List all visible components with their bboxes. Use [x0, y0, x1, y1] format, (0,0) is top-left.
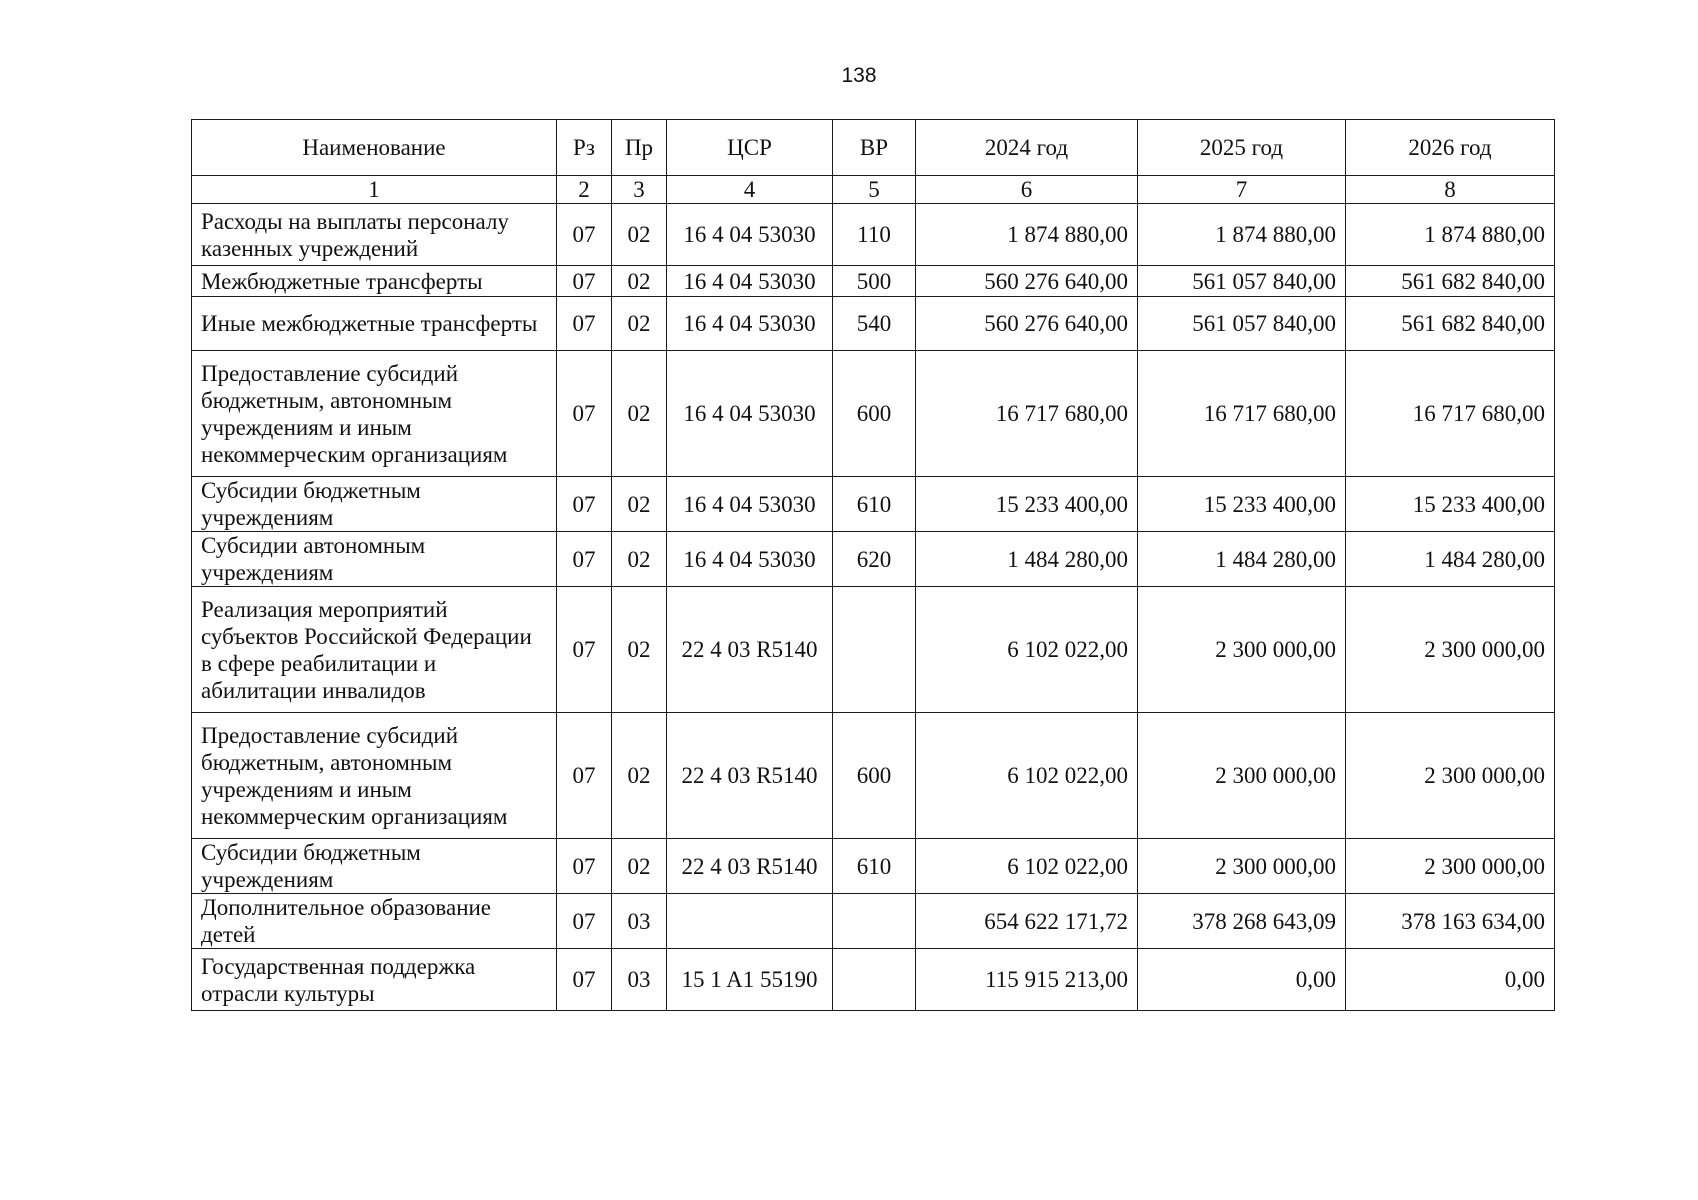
row-pr: 02: [612, 839, 667, 894]
row-2024: 1 874 880,00: [916, 204, 1138, 266]
header-2025: 2025 год: [1138, 120, 1346, 176]
table-row: [192, 587, 1555, 713]
row-2024: 1 484 280,00: [916, 532, 1138, 587]
table-row: [192, 894, 1555, 949]
row-2025: 2 300 000,00: [1138, 839, 1346, 894]
row-2026: 2 300 000,00: [1346, 587, 1555, 713]
row-rz: 07: [557, 587, 612, 713]
page-number: 138: [841, 64, 877, 87]
table-row: [192, 532, 1555, 587]
column-number: 7: [1138, 176, 1346, 204]
table-row: [192, 949, 1555, 1011]
row-rz: 07: [557, 713, 612, 839]
row-2025: 0,00: [1138, 949, 1346, 1011]
row-pr: 02: [612, 532, 667, 587]
row-rz: 07: [557, 297, 612, 351]
row-2026: 561 682 840,00: [1346, 297, 1555, 351]
row-2026: 1 874 880,00: [1346, 204, 1555, 266]
row-pr: 03: [612, 949, 667, 1011]
row-name: Иные межбюджетные трансферты: [192, 297, 557, 351]
row-2024: 560 276 640,00: [916, 266, 1138, 297]
row-csr: 22 4 03 R5140: [667, 713, 833, 839]
header-vr: ВР: [833, 120, 916, 176]
column-number: 3: [612, 176, 667, 204]
table-row: [192, 477, 1555, 532]
row-2024: 6 102 022,00: [916, 839, 1138, 894]
row-2025: 1 484 280,00: [1138, 532, 1346, 587]
row-vr: 610: [833, 477, 916, 532]
row-2025: 2 300 000,00: [1138, 713, 1346, 839]
row-csr: 22 4 03 R5140: [667, 587, 833, 713]
row-rz: 07: [557, 839, 612, 894]
row-2026: 561 682 840,00: [1346, 266, 1555, 297]
budget-table: [191, 119, 1555, 1011]
header-csr: ЦСР: [667, 120, 833, 176]
row-name: Предоставление субсидий бюджетным, автономным учреждениям и иным некоммерческим организациям: [192, 351, 557, 477]
row-2026: 378 163 634,00: [1346, 894, 1555, 949]
row-2025: 1 874 880,00: [1138, 204, 1346, 266]
row-rz: 07: [557, 204, 612, 266]
row-vr: 540: [833, 297, 916, 351]
row-2025: 378 268 643,09: [1138, 894, 1346, 949]
row-csr: 15 1 A1 55190: [667, 949, 833, 1011]
row-name: Предоставление субсидий бюджетным, автономным учреждениям и иным некоммерческим организациям: [192, 713, 557, 839]
row-rz: 07: [557, 266, 612, 297]
table-row: [192, 204, 1555, 266]
row-2024: 16 717 680,00: [916, 351, 1138, 477]
row-name: Субсидии автономным учреждениям: [192, 532, 557, 587]
row-pr: 02: [612, 587, 667, 713]
row-name: Государственная поддержка отрасли культуры: [192, 949, 557, 1011]
row-rz: 07: [557, 351, 612, 477]
header-pr: Пр: [612, 120, 667, 176]
table-row: [192, 713, 1555, 839]
row-rz: 07: [557, 477, 612, 532]
row-csr: 16 4 04 53030: [667, 351, 833, 477]
row-2025: 15 233 400,00: [1138, 477, 1346, 532]
row-vr: 620: [833, 532, 916, 587]
row-vr: 500: [833, 266, 916, 297]
column-number: 4: [667, 176, 833, 204]
row-2024: 560 276 640,00: [916, 297, 1138, 351]
row-2025: 16 717 680,00: [1138, 351, 1346, 477]
row-2024: 115 915 213,00: [916, 949, 1138, 1011]
row-vr: [833, 949, 916, 1011]
row-csr: 16 4 04 53030: [667, 297, 833, 351]
table-row: [192, 351, 1555, 477]
column-number-row: [192, 176, 1555, 204]
header-2026: 2026 год: [1346, 120, 1555, 176]
row-name: Субсидии бюджетным учреждениям: [192, 839, 557, 894]
row-pr: 02: [612, 297, 667, 351]
row-vr: 610: [833, 839, 916, 894]
row-2026: 2 300 000,00: [1346, 713, 1555, 839]
row-csr: 16 4 04 53030: [667, 532, 833, 587]
row-name: Расходы на выплаты персоналу казенных учреждений: [192, 204, 557, 266]
row-pr: 02: [612, 266, 667, 297]
row-2024: 15 233 400,00: [916, 477, 1138, 532]
row-2024: 6 102 022,00: [916, 713, 1138, 839]
row-2026: 2 300 000,00: [1346, 839, 1555, 894]
row-pr: 02: [612, 351, 667, 477]
row-vr: 600: [833, 351, 916, 477]
column-number: 6: [916, 176, 1138, 204]
table-row: [192, 266, 1555, 297]
row-pr: 03: [612, 894, 667, 949]
header-rz: Рз: [557, 120, 612, 176]
row-pr: 02: [612, 713, 667, 839]
row-pr: 02: [612, 477, 667, 532]
row-name: Межбюджетные трансферты: [192, 266, 557, 297]
row-name: Реализация мероприятий субъектов Российской Федерации в сфере реабилитации и абилитации инвалидов: [192, 587, 557, 713]
header-row: [192, 120, 1555, 176]
row-2024: 654 622 171,72: [916, 894, 1138, 949]
row-2026: 16 717 680,00: [1346, 351, 1555, 477]
row-csr: 16 4 04 53030: [667, 204, 833, 266]
row-2026: 15 233 400,00: [1346, 477, 1555, 532]
row-rz: 07: [557, 894, 612, 949]
column-number: 2: [557, 176, 612, 204]
row-vr: 600: [833, 713, 916, 839]
row-csr: 16 4 04 53030: [667, 477, 833, 532]
row-vr: 110: [833, 204, 916, 266]
column-number: 8: [1346, 176, 1555, 204]
row-name: Субсидии бюджетным учреждениям: [192, 477, 557, 532]
table-row: [192, 839, 1555, 894]
row-rz: 07: [557, 949, 612, 1011]
table-row: [192, 297, 1555, 351]
column-number: 1: [192, 176, 557, 204]
row-2025: 2 300 000,00: [1138, 587, 1346, 713]
row-vr: [833, 587, 916, 713]
row-csr: 22 4 03 R5140: [667, 839, 833, 894]
row-rz: 07: [557, 532, 612, 587]
column-number: 5: [833, 176, 916, 204]
header-name: Наименование: [192, 120, 557, 176]
row-csr: [667, 894, 833, 949]
row-2025: 561 057 840,00: [1138, 297, 1346, 351]
row-2026: 1 484 280,00: [1346, 532, 1555, 587]
row-2024: 6 102 022,00: [916, 587, 1138, 713]
row-2026: 0,00: [1346, 949, 1555, 1011]
header-2024: 2024 год: [916, 120, 1138, 176]
row-csr: 16 4 04 53030: [667, 266, 833, 297]
row-vr: [833, 894, 916, 949]
row-2025: 561 057 840,00: [1138, 266, 1346, 297]
row-pr: 02: [612, 204, 667, 266]
row-name: Дополнительное образование детей: [192, 894, 557, 949]
